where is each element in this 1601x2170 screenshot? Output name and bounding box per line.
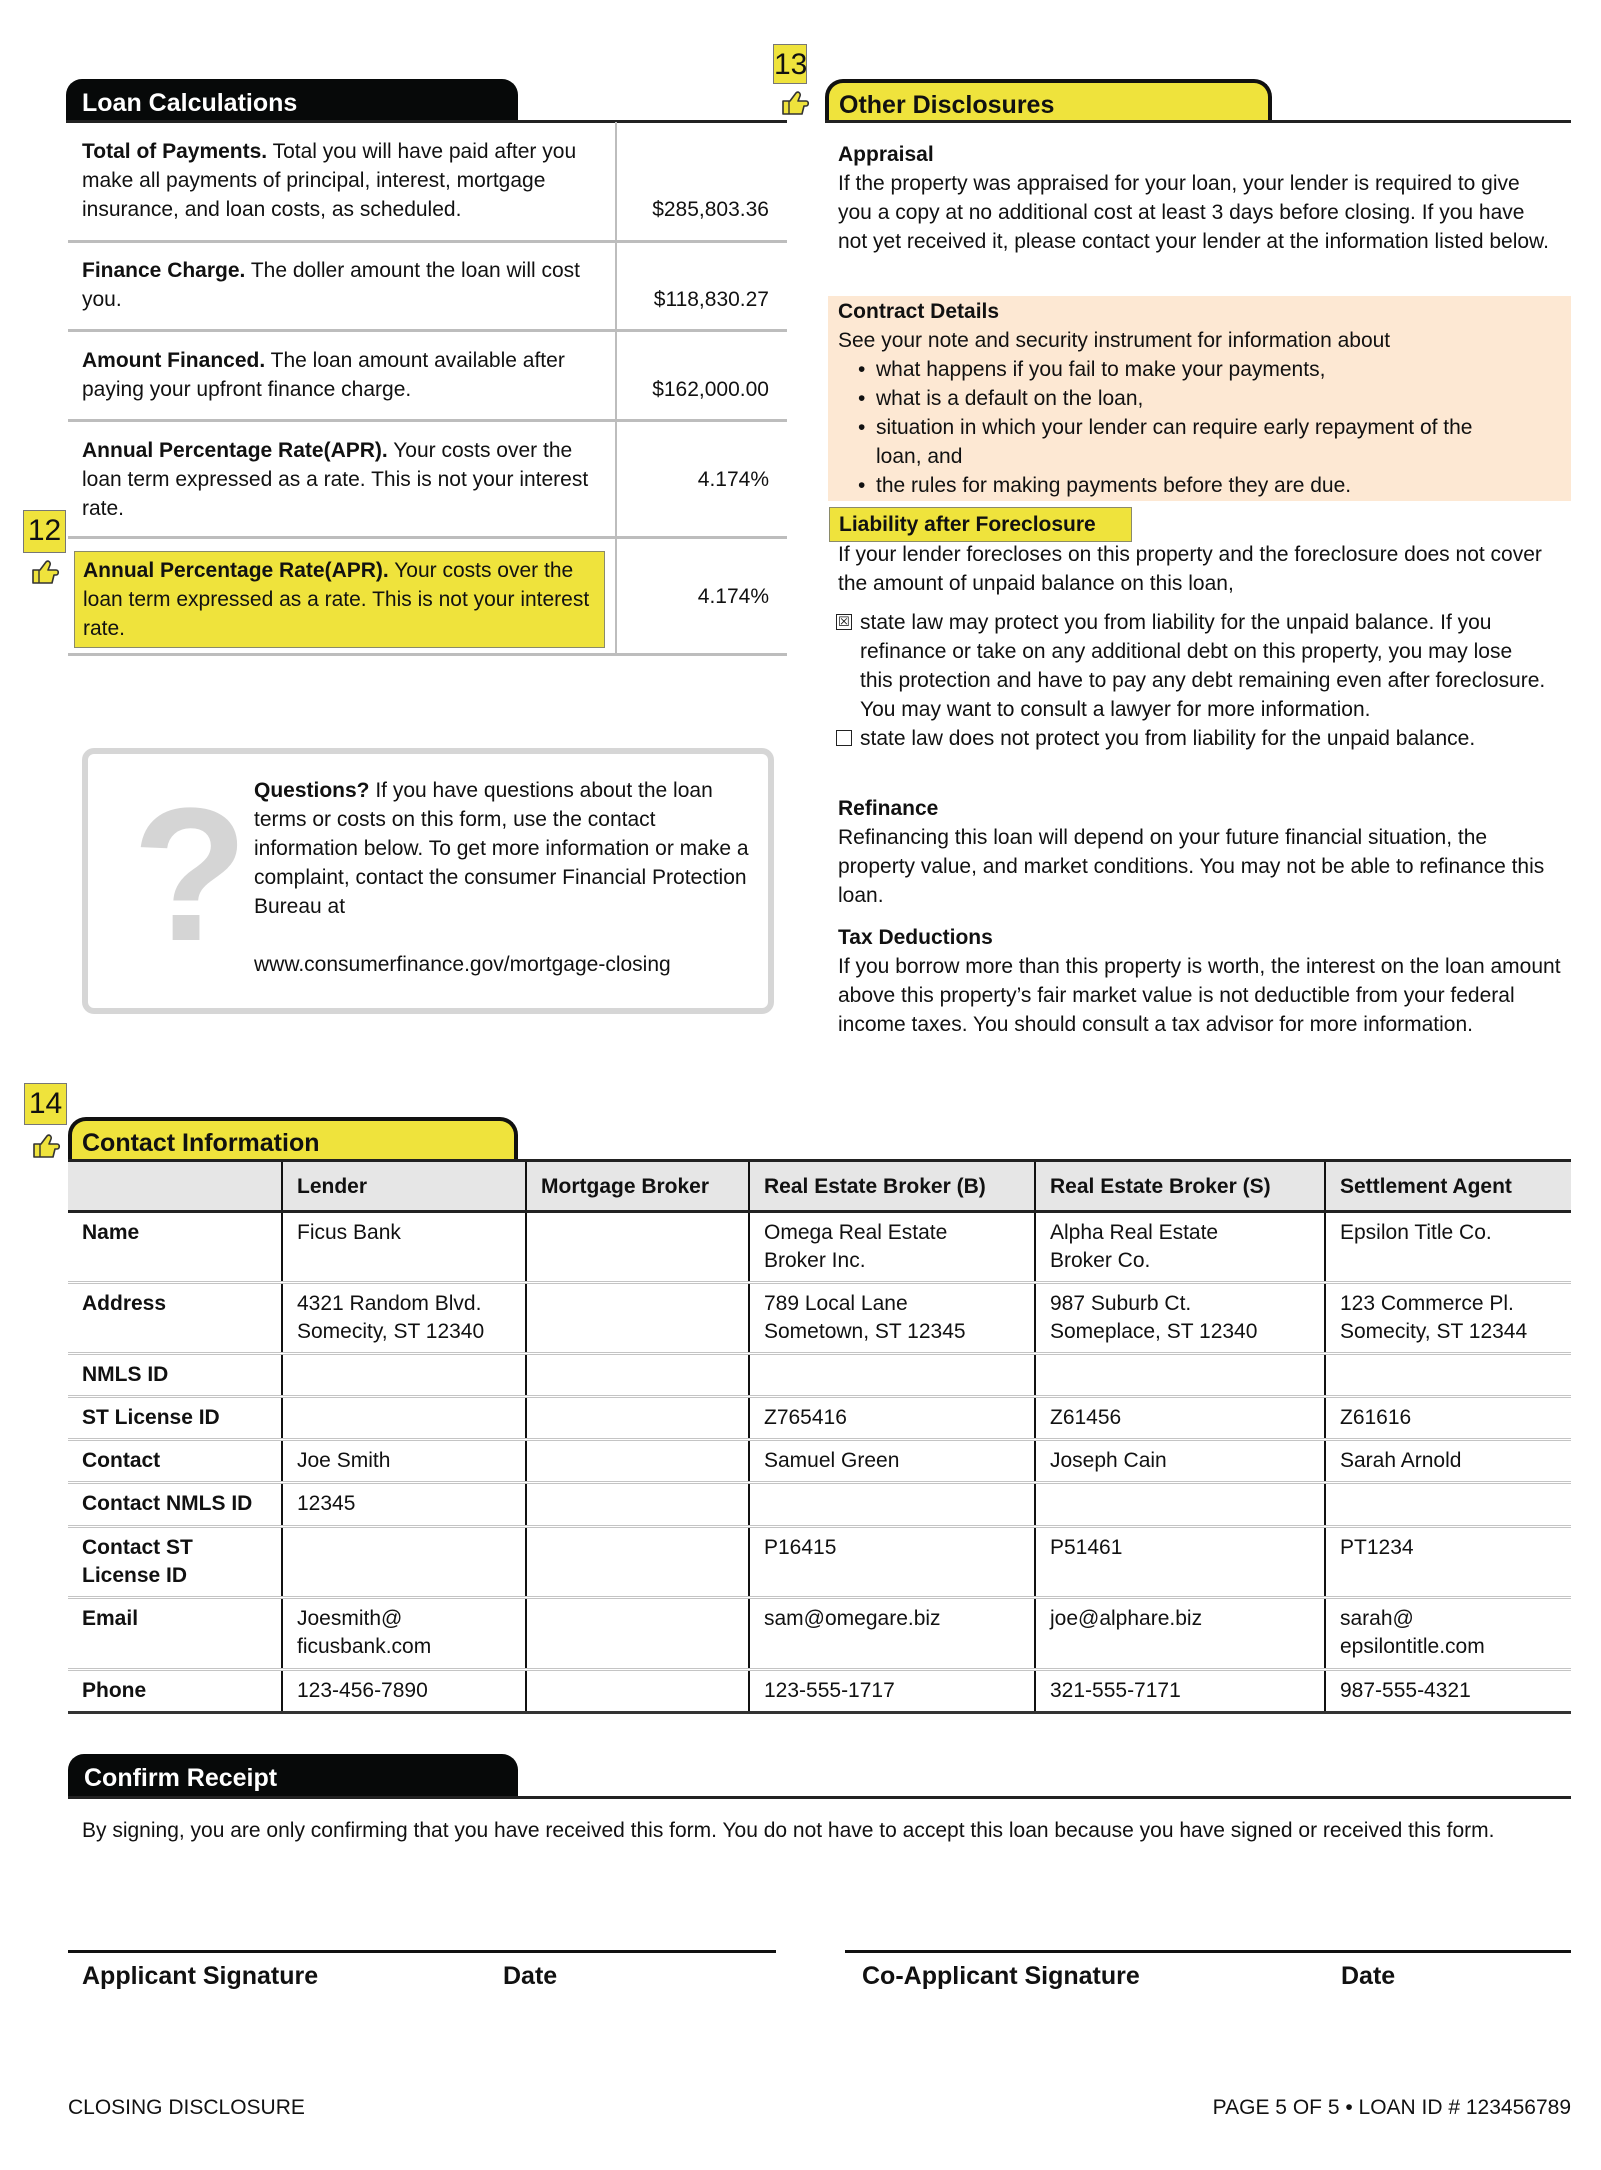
question-mark-icon: ? [132, 769, 249, 981]
table-row: Contact NMLS ID 12345 [68, 1483, 1571, 1527]
table-row: ST License ID Z765416 Z61456 Z61616 [68, 1397, 1571, 1440]
list-item: • the rules for making payments before they are due. [858, 474, 1352, 497]
list-item: • situation in which your lender can require early repayment of the loan, and [858, 416, 1473, 468]
pointing-hand-icon [31, 1134, 61, 1160]
applicant-signature-label: Applicant Signature [82, 1962, 319, 1990]
co-applicant-signature-line[interactable] [845, 1950, 1571, 1953]
column-header-settlement-agent: Settlement Agent [1325, 1161, 1571, 1212]
annotation-badge-13: 13 [773, 44, 807, 84]
refinance-text: Refinancing this loan will depend on your future financial situation, the property value, and market conditions. You may not be able to refinance this loan. [838, 826, 1545, 907]
apr-value: 4.174% [697, 468, 769, 491]
loan-calculations-header [66, 79, 518, 122]
footer-page-loan-id: PAGE 5 OF 5 • LOAN ID # 123456789 [1212, 2096, 1571, 2119]
appraisal-section [838, 140, 1568, 256]
table-row: Email Joesmith@ ficusbank.com sam@omegare.biz joe@alphare.biz sarah@ epsilontitle.com [68, 1598, 1571, 1670]
pointing-hand-icon [780, 91, 810, 117]
co-applicant-signature-label: Co-Applicant Signature [862, 1962, 1140, 1990]
refinance-section [838, 794, 1568, 910]
contact-information-header [68, 1117, 518, 1160]
applicant-signature-line[interactable] [68, 1950, 776, 1953]
liability-intro: If your lender forecloses on this property and the foreclosure does not cover the amount of unpaid balance on this loan, [838, 543, 1542, 595]
amount-financed-value: $162,000.00 [652, 378, 769, 401]
confirm-receipt-rule [68, 1796, 1571, 1799]
loan-calc-row-amount-financed: Amount Financed. The loan amount available after paying your upfront finance charge. $162,000.00 [68, 332, 787, 422]
contact-information-title: Contact Information [82, 1129, 320, 1157]
confirm-receipt-header [68, 1754, 518, 1797]
table-row: Name Ficus Bank Omega Real Estate Broker Inc. Alpha Real Estate Broker Co. Epsilon Title Co. [68, 1212, 1571, 1283]
apr-highlight-box: Annual Percentage Rate(APR). Your costs over the loan term expressed as a rate. This is not your interest rate. [74, 551, 605, 648]
liability-option-1: ☒ state law may protect you from liability for the unpaid balance. If you refinance or take on any additional debt on this property, you may lose this protection and have to pay any debt remaining even after foreclosure. You may want to consult a lawyer for more information. [836, 608, 1568, 724]
refinance-title: Refinance [838, 797, 939, 820]
tax-deductions-title: Tax Deductions [838, 926, 993, 949]
footer-document-title: CLOSING DISCLOSURE [68, 2096, 305, 2119]
loan-calc-row-finance-charge: Finance Charge. The doller amount the loan will cost you. $118,830.27 [68, 243, 787, 332]
pointing-hand-icon [30, 560, 60, 586]
other-disclosures-rule [825, 120, 1571, 123]
column-header-re-broker-s: Real Estate Broker (S) [1035, 1161, 1325, 1212]
other-disclosures-title: Other Disclosures [839, 91, 1055, 119]
loan-calc-row-apr: Annual Percentage Rate(APR). Your costs over the loan term expressed as a rate. This is not your interest rate. 4.174% [68, 422, 787, 539]
loan-calc-row-total-payments: Total of Payments. Total you will have paid after you make all payments of principal, interest, mortgage insurance, and loan costs, as scheduled. $285,803.36 [68, 122, 787, 243]
liability-section [838, 540, 1568, 753]
applicant-date-label: Date [503, 1962, 558, 1990]
checkbox-checked[interactable]: ☒ [836, 614, 852, 630]
table-row: Address 4321 Random Blvd. Somecity, ST 12340 789 Local Lane Sometown, ST 12345 987 Suburb Ct. Someplace, ST 12340 123 Commerce Pl. Somecity, ST 12344 [68, 1283, 1571, 1354]
cfpb-link[interactable]: www.consumerfinance.gov/mortgage-closing [254, 953, 671, 976]
annotation-badge-14: 14 [24, 1083, 67, 1125]
table-row: Phone 123-456-7890 123-555-1717 321-555-7171 987-555-4321 [68, 1670, 1571, 1713]
loan-calc-row-apr-highlighted [68, 539, 787, 656]
column-header-lender: Lender [282, 1161, 526, 1212]
apr-highlighted-value: 4.174% [697, 585, 769, 608]
checkbox-unchecked[interactable] [836, 730, 852, 746]
co-applicant-date-label: Date [1341, 1962, 1396, 1990]
table-header-row [68, 1161, 1571, 1212]
table-row: NMLS ID [68, 1354, 1571, 1397]
loan-calculations-title: Loan Calculations [82, 89, 298, 117]
contract-details-list [838, 355, 1568, 500]
column-header [68, 1161, 282, 1212]
contact-information-table [68, 1159, 1571, 1714]
questions-text: If you have questions about the loan terms or costs on this form, use the contact information below. To get more information or make a complaint, contact the consumer Financial Protection Bureau at [254, 779, 749, 918]
column-header-mortgage-broker: Mortgage Broker [526, 1161, 749, 1212]
table-row: Contact Joe Smith Samuel Green Joseph Cain Sarah Arnold [68, 1440, 1571, 1483]
questions-lead: Questions? [254, 779, 370, 802]
annotation-badge-12: 12 [23, 510, 66, 553]
contract-details-title: Contract Details [838, 300, 1000, 323]
contract-details-intro: See your note and security instrument for information about [838, 329, 1391, 352]
finance-charge-value: $118,830.27 [653, 288, 769, 311]
appraisal-title: Appraisal [838, 143, 934, 166]
tax-deductions-text: If you borrow more than this property is worth, the interest on the loan amount above this property’s fair market value is not deductible from your federal income taxes. You should consult a tax advisor for more information. [838, 955, 1561, 1036]
table-row: Contact ST License ID P16415 P51461 PT1234 [68, 1527, 1571, 1598]
liability-title-highlight [829, 507, 1132, 542]
confirm-receipt-text: By signing, you are only confirming that you have received this form. You do not have to accept this loan because you have signed or received this form. [82, 1819, 1495, 1842]
tax-deductions-section [838, 923, 1568, 1039]
questions-box [82, 748, 774, 1014]
total-payments-value: $285,803.36 [652, 198, 769, 221]
column-header-re-broker-b: Real Estate Broker (B) [749, 1161, 1035, 1212]
confirm-receipt-title: Confirm Receipt [84, 1764, 278, 1792]
other-disclosures-header [825, 79, 1272, 122]
list-item: • what happens if you fail to make your payments, [858, 358, 1326, 381]
liability-option-2: state law does not protect you from liability for the unpaid balance. [836, 724, 1568, 753]
appraisal-text: If the property was appraised for your loan, your lender is required to give you a copy at no additional cost at least 3 days before closing. If you have not yet received it, please contact your lender at the information listed below. [838, 172, 1549, 253]
liability-title: Liability after Foreclosure [839, 513, 1096, 536]
list-item: • what is a default on the loan, [858, 387, 1144, 410]
